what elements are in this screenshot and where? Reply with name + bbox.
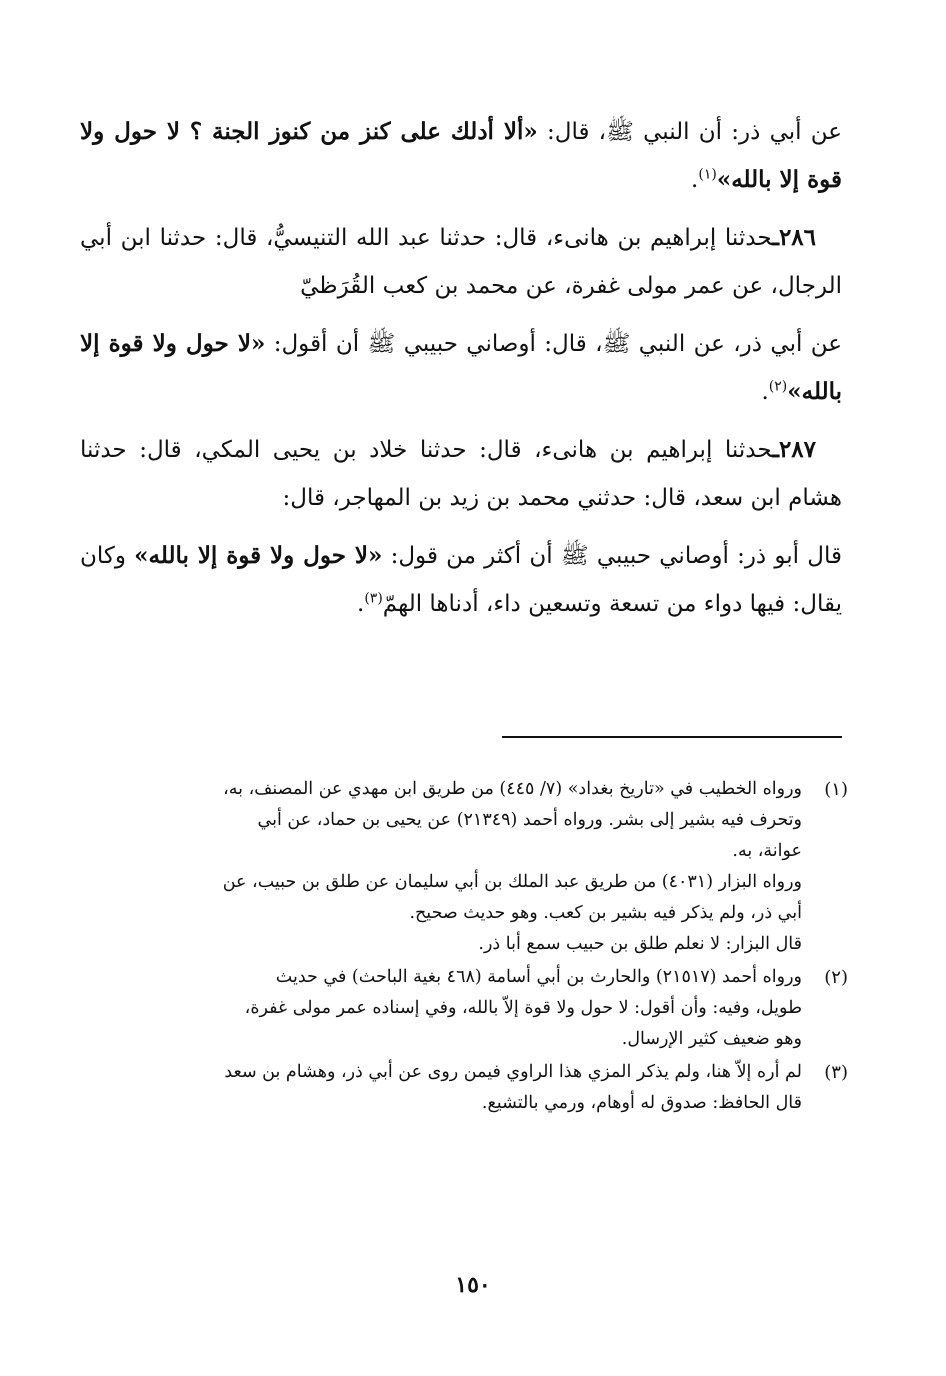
hadith-285-quote: «ألا أدلك على كنز من كنوز الجنة ؟ لا حول ولا قوة إلا بالله» xyxy=(80,118,842,193)
footnotes xyxy=(96,774,848,1121)
footnote-body xyxy=(96,1057,802,1119)
hadith-287-chain-text: حدثنا إبراهيم بن هانىء، قال: حدثنا خلاد بن يحيى المكي، قال: حدثنا هشام ابن سعد، قال: حدثني محمد بن زيد بن المهاجر، قال: xyxy=(80,437,842,511)
hadith-286-quote: «لا حول ولا قوة إلا بالله» xyxy=(80,330,842,405)
footnote-line: أبي ذر، ولم يذكر فيه بشير بن كعب. وهو حديث صحيح. xyxy=(409,903,802,923)
hadith-287-chain xyxy=(80,426,842,522)
footnote-body xyxy=(96,774,802,960)
hadith-285-text xyxy=(80,108,842,204)
footnote-mark: (٢) xyxy=(824,967,848,988)
hadith-286-chain-text: حدثنا إبراهيم بن هانىء، قال: حدثنا عبد الله التنيسيُّ، قال: حدثنا ابن أبي الرجال، عن عمر مولى غفرة، عن محمد بن كعب القُرَظيّ xyxy=(80,225,842,299)
footnote-3 xyxy=(96,1057,848,1119)
hadith-287-quote: «لا حول ولا قوة إلا بالله» xyxy=(134,542,383,569)
page-number: ١٥٠ xyxy=(455,1272,491,1298)
hadith-286-end: . xyxy=(761,379,769,405)
main-text xyxy=(80,108,842,638)
hadith-287-text xyxy=(80,532,842,628)
hadith-287-end: . xyxy=(357,591,365,617)
footnote-ref-2[interactable]: (٢) xyxy=(768,378,788,395)
footnote-line: وهو ضعيف كثير الإرسال. xyxy=(621,1029,802,1049)
hadith-286-number: ٢٨٦ـ xyxy=(772,224,816,251)
hadith-287-saying: وكان يقال: فيها دواء من تسعة وتسعين داء، أدناها الهمّ xyxy=(80,543,842,617)
hadith-285-intro: عن أبي ذر: أن النبي ﷺ، قال: xyxy=(537,119,843,145)
footnote-line: وتحرف فيه بشير إلى بشر. ورواه أحمد (٢١٣٤٩) عن يحيى بن حماد، عن أبي xyxy=(257,810,802,830)
footnote-1 xyxy=(96,774,848,960)
footnote-body xyxy=(96,962,802,1055)
hadith-287-intro: قال أبو ذر: أوصاني حبيبي ﷺ أن أكثر من قول: xyxy=(382,543,842,569)
footnote-line: ورواه أحمد (٢١٥١٧) والحارث بن أبي أسامة (٤٦٨ بغية الباحث) في حديث xyxy=(275,967,802,987)
footnote-ref-3[interactable]: (٣) xyxy=(364,590,383,607)
hadith-287-number: ٢٨٧ـ xyxy=(772,436,816,463)
footnote-line: قال الحافظ: صدوق له أوهام، ورمي بالتشيع. xyxy=(481,1093,802,1113)
footnote-line: ورواه الخطيب في «تاريخ بغداد» (٧/ ٤٤٥) من طريق ابن مهدي عن المصنف، به، xyxy=(223,779,802,799)
footnote-line: ورواه البزار (٤٠٣١) من طريق عبد الملك بن أبي سليمان عن طلق بن حبيب، عن xyxy=(222,872,802,892)
footnote-mark: (١) xyxy=(824,779,848,800)
footnote-separator xyxy=(502,736,842,738)
footnote-ref-1[interactable]: (١) xyxy=(698,166,717,183)
hadith-286-chain xyxy=(80,214,842,310)
footnote-line: قال البزار: لا نعلم طلق بن حبيب سمع أبا ذر. xyxy=(478,934,802,954)
footnote-line: لم أره إلاّ هنا، ولم يذكر المزي هذا الراوي فيمن روى عن أبي ذر، وهشام بن سعد xyxy=(224,1062,802,1082)
footnote-line: عوانة، به. xyxy=(732,841,802,861)
footnote-line: طويل، وفيه: وأن أقول: لا حول ولا قوة إلاّ بالله، وفي إسناده عمر مولى غفرة، xyxy=(244,998,802,1018)
footnote-2 xyxy=(96,962,848,1055)
hadith-286-text xyxy=(80,320,842,416)
hadith-285-end: . xyxy=(691,167,699,193)
hadith-286-intro: عن أبي ذر، عن النبي ﷺ، قال: أوصاني حبيبي ﷺ أن أقول: xyxy=(265,331,842,357)
footnote-mark: (٣) xyxy=(824,1062,848,1083)
